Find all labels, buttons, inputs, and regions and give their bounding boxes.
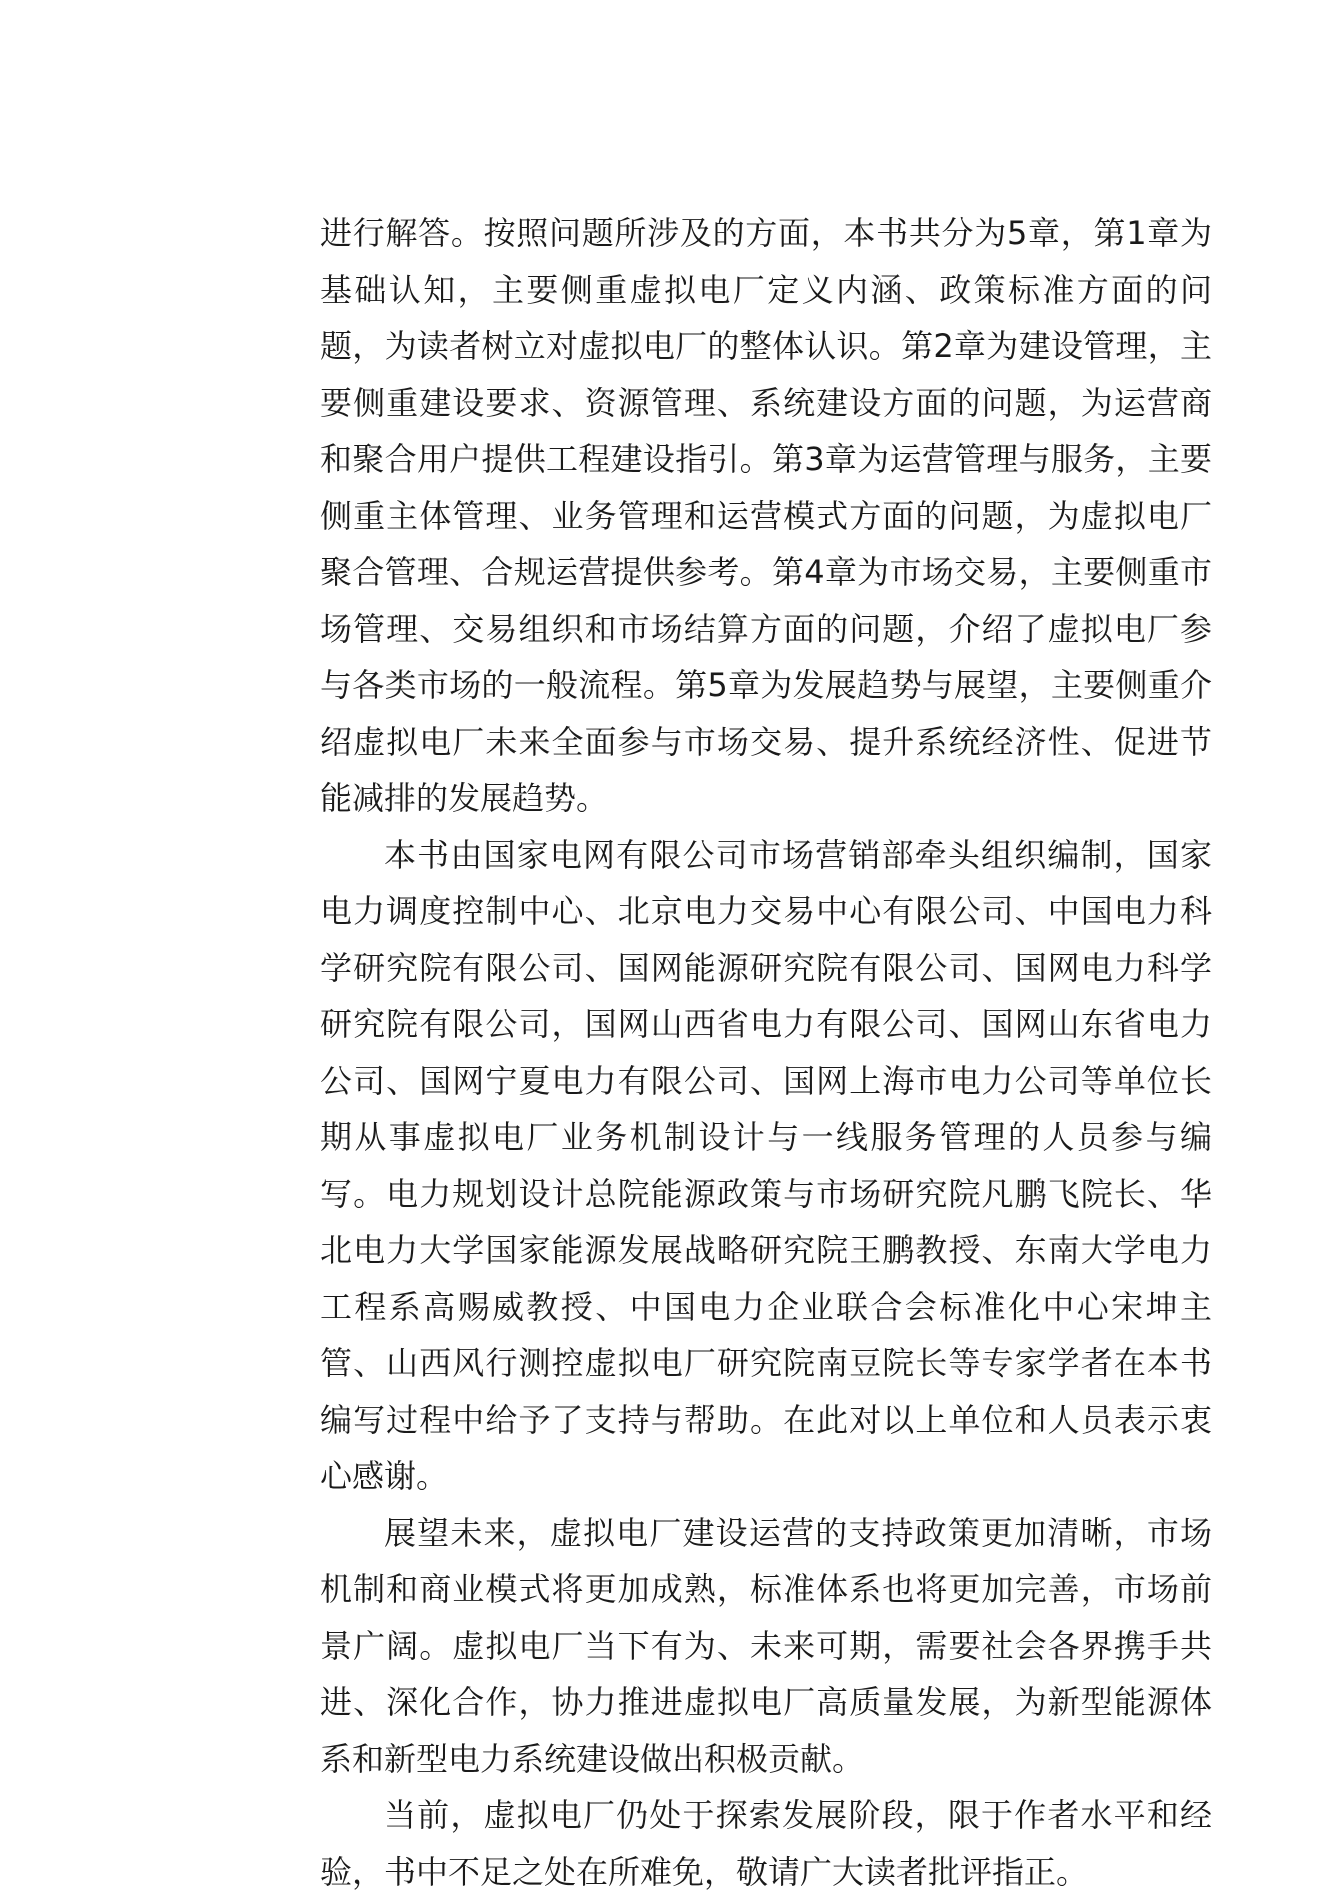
paragraph-acknowledgements: 本书由国家电网有限公司市场营销部牵头组织编制，国家电力调度控制中心、北京电力交易中心有限公司、中国电力科学研究院有限公司、国网能源研究院有限公司、国网电力科学研究院有限公司，国网山西省电力有限公司、国网山东省电力公司、国网宁夏电力有限公司、国网上海市电力公司等单位长期从事虚拟电厂业务机制设计与一线服务管理的人员参与编写。电力规划设计总院能源政策与市场研究院凡鹏飞院长、华北电力大学国家能源发展战略研究院王鹏教授、东南大学电力工程系高赐威教授、中国电力企业联合会标准化中心宋坤主管、山西风行测控虚拟电厂研究院南豆院长等专家学者在本书编写过程中给予了支持与帮助。在此对以上单位和人员表示衷心感谢。 bbox=[320, 835, 1212, 1495]
body-text bbox=[320, 205, 1212, 1900]
paragraph-chapter-overview: 进行解答。按照问题所涉及的方面，本书共分为5章，第1章为基础认知，主要侧重虚拟电厂定义内涵、政策标准方面的问题，为读者树立对虚拟电厂的整体认识。第2章为建设管理，主要侧重建设要求、资源管理、系统建设方面的问题，为运营商和聚合用户提供工程建设指引。第3章为运营管理与服务，主要侧重主体管理、业务管理和运营模式方面的问题，为虚拟电厂聚合管理、合规运营提供参考。第4章为市场交易，主要侧重市场管理、交易组织和市场结算方面的问题，介绍了虚拟电厂参与各类市场的一般流程。第5章为发展趋势与展望，主要侧重介绍虚拟电厂未来全面参与市场交易、提升系统经济性、促进节能减排的发展趋势。 bbox=[320, 214, 1212, 817]
paragraph-disclaimer: 当前，虚拟电厂仍处于探索发展阶段，限于作者水平和经验，书中不足之处在所难免，敬请广大读者批评指正。 bbox=[320, 1796, 1212, 1891]
paragraph-outlook: 展望未来，虚拟电厂建设运营的支持政策更加清晰，市场机制和商业模式将更加成熟，标准体系也将更加完善，市场前景广阔。虚拟电厂当下有为、未来可期，需要社会各界携手共进、深化合作，协力推进虚拟电厂高质量发展，为新型能源体系和新型电力系统建设做出积极贡献。 bbox=[320, 1513, 1212, 1778]
